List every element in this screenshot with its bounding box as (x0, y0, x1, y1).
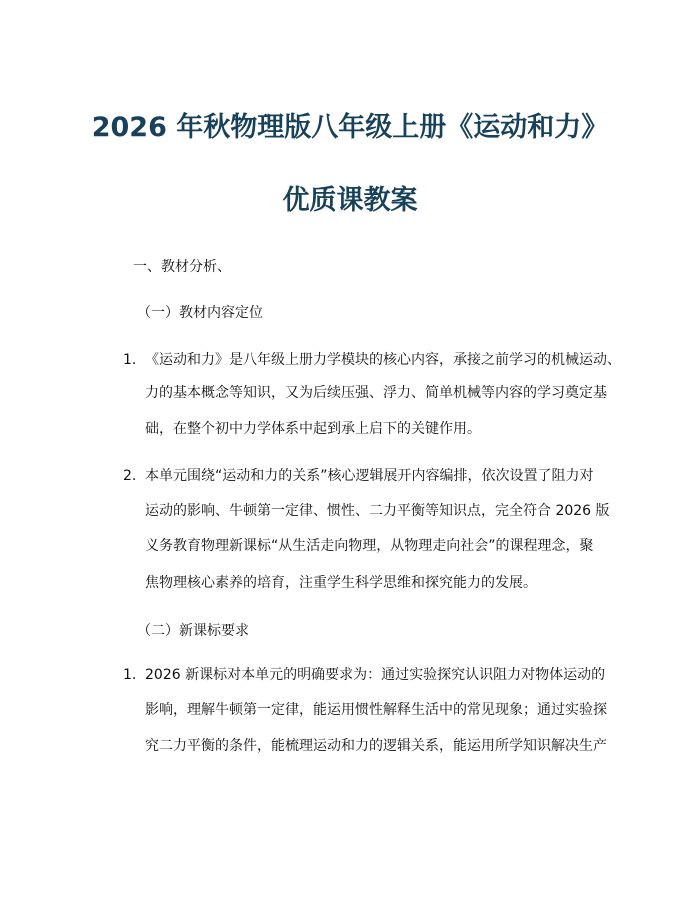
paragraph-line: 究二力平衡的条件，能梳理运动和力的逻辑关系，能运用所学知识解决生产 (145, 738, 607, 754)
paragraph-line: 影响，理解牛顿第一定律，能运用惯性解释生活中的常见现象；通过实验探 (145, 702, 607, 718)
subsection-heading-content-positioning: （一）教材内容定位 (137, 305, 263, 321)
document-title-line-2: 优质课教案 (282, 185, 418, 216)
paragraph-line: 力的基本概念等知识，又为后续压强、浮力、简单机械等内容的学习奠定基 (145, 385, 607, 401)
section-heading-teaching-material-analysis: 一、教材分析、 (133, 259, 231, 275)
paragraph-line: 义务教育物理新课标“从生活走向物理，从物理走向社会”的课程理念，聚 (145, 538, 594, 554)
subsection-heading-curriculum-requirements: （二）新课标要求 (137, 623, 249, 639)
paragraph-line: 《运动和力》是八年级上册力学模块的核心内容，承接之前学习的机械运动、 (145, 352, 621, 368)
paragraph-line: 运动的影响、牛顿第一定律、惯性、二力平衡等知识点，完全符合 2026 版 (145, 503, 610, 519)
document-title-line-1: 2026 年秋物理版八年级上册《运动和力》 (91, 112, 609, 143)
list-item-number: 1. (123, 352, 137, 368)
paragraph-line: 础，在整个初中力学体系中起到承上启下的关键作用。 (145, 421, 481, 437)
list-item-number: 2. (123, 468, 137, 484)
paragraph-line: 焦物理核心素养的培育，注重学生科学思维和探究能力的发展。 (145, 575, 537, 591)
list-item-number: 1. (123, 667, 137, 683)
paragraph-line: 本单元围绕“运动和力的关系”核心逻辑展开内容编排，依次设置了阻力对 (145, 468, 594, 484)
paragraph-line: 2026 新课标对本单元的明确要求为：通过实验探究认识阻力对物体运动的 (145, 667, 606, 683)
